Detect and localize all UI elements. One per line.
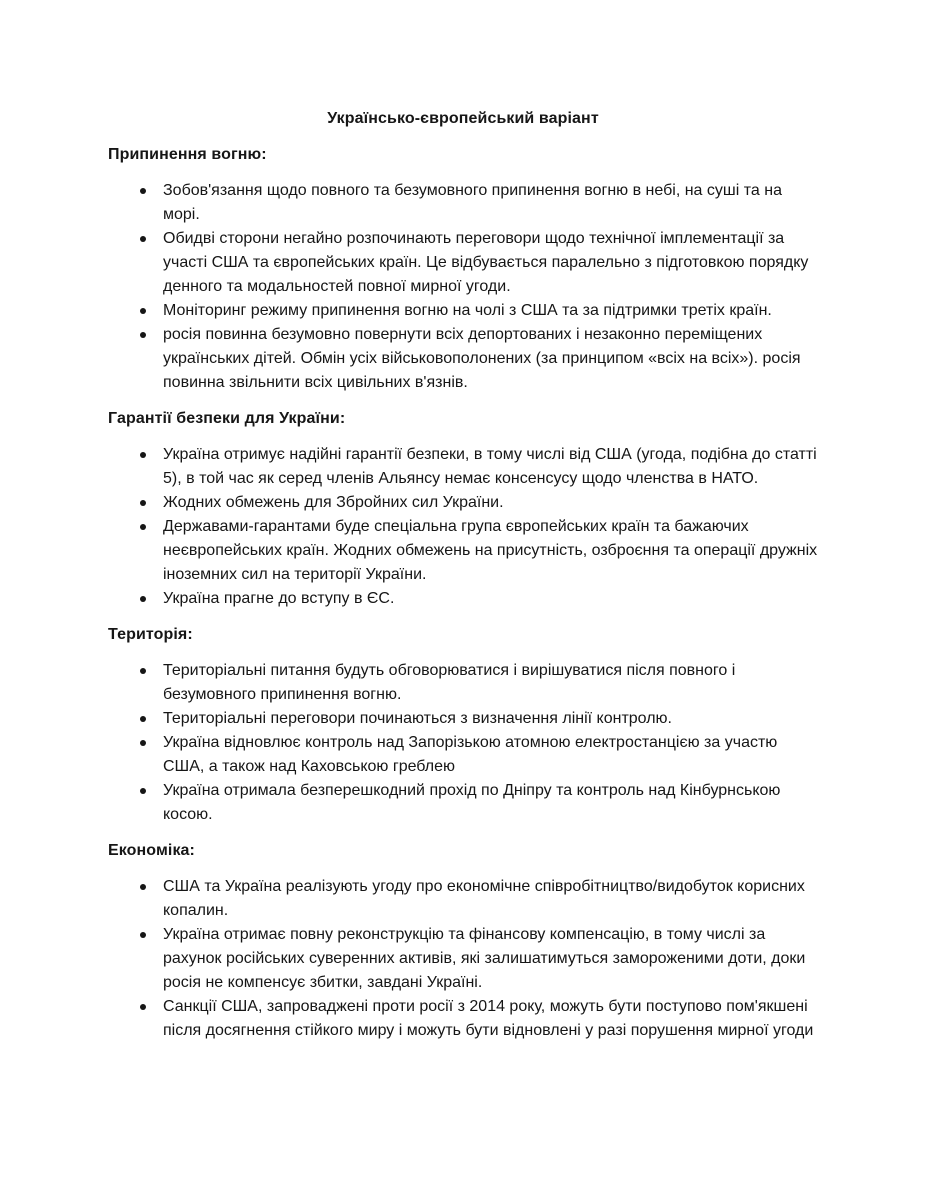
bullet-icon (140, 668, 146, 674)
list-item-text: Україна отримує надійні гарантії безпеки, в тому числі від США (угода, подібна до статті 5), в той час як серед членів Альянсу немає консенсусу щодо членства в НАТО. (163, 446, 817, 487)
section-heading-territory: Територія: (108, 626, 193, 643)
section-heading-ceasefire: Припинення вогню: (108, 146, 267, 163)
bullet-icon (140, 596, 146, 602)
list-item-text: Територіальні питання будуть обговорюватися і вирішуватися після повного і безумовного припинення вогню. (163, 662, 736, 703)
list-item (163, 731, 818, 779)
list-item-text: росія повинна безумовно повернути всіх депортованих і незаконно переміщених українських дітей. Обмін усіх військовополонених (за принципом «всіх на всіх»). росія повинна звільнити всіх цивільних в'язнів. (163, 326, 801, 391)
bullet-icon (140, 188, 146, 194)
bullet-icon (140, 740, 146, 746)
bullet-icon (140, 332, 146, 338)
bullet-icon (140, 716, 146, 722)
list-item-text: Україна отримає повну реконструкцію та фінансову компенсацію, в тому числі за рахунок російських суверенних активів, які залишатимуться замороженими доти, доки росія не компенсує збитки, завдані Україні. (163, 926, 806, 991)
list-item (163, 923, 818, 995)
list-item (163, 443, 818, 491)
list-item-text: Санкції США, запроваджені проти росії з 2014 року, можуть бути поступово пом'якшені після досягнення стійкого миру і можуть бути відновлені у разі порушення мирної угоди (163, 998, 814, 1039)
bullet-icon (140, 308, 146, 314)
bullet-list (108, 875, 818, 1043)
list-item-text: Державами-гарантами буде спеціальна група європейських країн та бажаючих неєвропейських країн. Жодних обмежень на присутність, озброєння та операції дружніх іноземних сил на території України. (163, 518, 818, 583)
bullet-icon (140, 236, 146, 242)
list-item-text: Україна отримала безперешкодний прохід по Дніпру та контроль над Кінбурнською косою. (163, 782, 781, 823)
section-heading-economy: Економіка: (108, 842, 195, 859)
list-item (163, 707, 818, 731)
list-item-text: Обидві сторони негайно розпочинають переговори щодо технічної імплементації за участі США та європейських країн. Це відбувається паралельно з підготовкою порядку денного та модальностей повної мирної угоди. (163, 230, 809, 295)
list-item-text: Зобов'язання щодо повного та безумовного припинення вогню в небі, на суші та на морі. (163, 182, 782, 223)
list-item (163, 491, 818, 515)
bullet-list (108, 179, 818, 395)
list-item-text: Україна прагне до вступу в ЄС. (163, 590, 395, 607)
section-security-guarantees (108, 407, 818, 611)
section-ceasefire (108, 143, 818, 395)
bullet-icon (140, 500, 146, 506)
list-item-text: Україна відновлює контроль над Запорізькою атомною електростанцією за участю США, а також над Каховською греблею (163, 734, 778, 775)
document-title: Українсько-європейський варіант (327, 110, 599, 127)
list-item (163, 515, 818, 587)
list-item-text: США та Україна реалізують угоду про економічне співробітництво/видобуток корисних копалин. (163, 878, 805, 919)
section-economy (108, 839, 818, 1043)
list-item (163, 179, 818, 227)
list-item-text: Моніторинг режиму припинення вогню на чолі з США та за підтримки третіх країн. (163, 302, 772, 319)
list-item (163, 299, 818, 323)
list-item (163, 779, 818, 827)
section-heading-security-guarantees: Гарантії безпеки для України: (108, 410, 346, 427)
list-item (163, 875, 818, 923)
list-item (163, 227, 818, 299)
list-item-text: Жодних обмежень для Збройних сил України. (163, 494, 504, 511)
bullet-icon (140, 1004, 146, 1010)
bullet-icon (140, 524, 146, 530)
bullet-icon (140, 884, 146, 890)
section-territory (108, 623, 818, 827)
bullet-icon (140, 788, 146, 794)
bullet-icon (140, 932, 146, 938)
list-item (163, 587, 818, 611)
bullet-list (108, 443, 818, 611)
list-item (163, 995, 818, 1043)
list-item-text: Територіальні переговори починаються з визначення лінії контролю. (163, 710, 672, 727)
bullet-list (108, 659, 818, 827)
bullet-icon (140, 452, 146, 458)
list-item (163, 659, 818, 707)
list-item (163, 323, 818, 395)
